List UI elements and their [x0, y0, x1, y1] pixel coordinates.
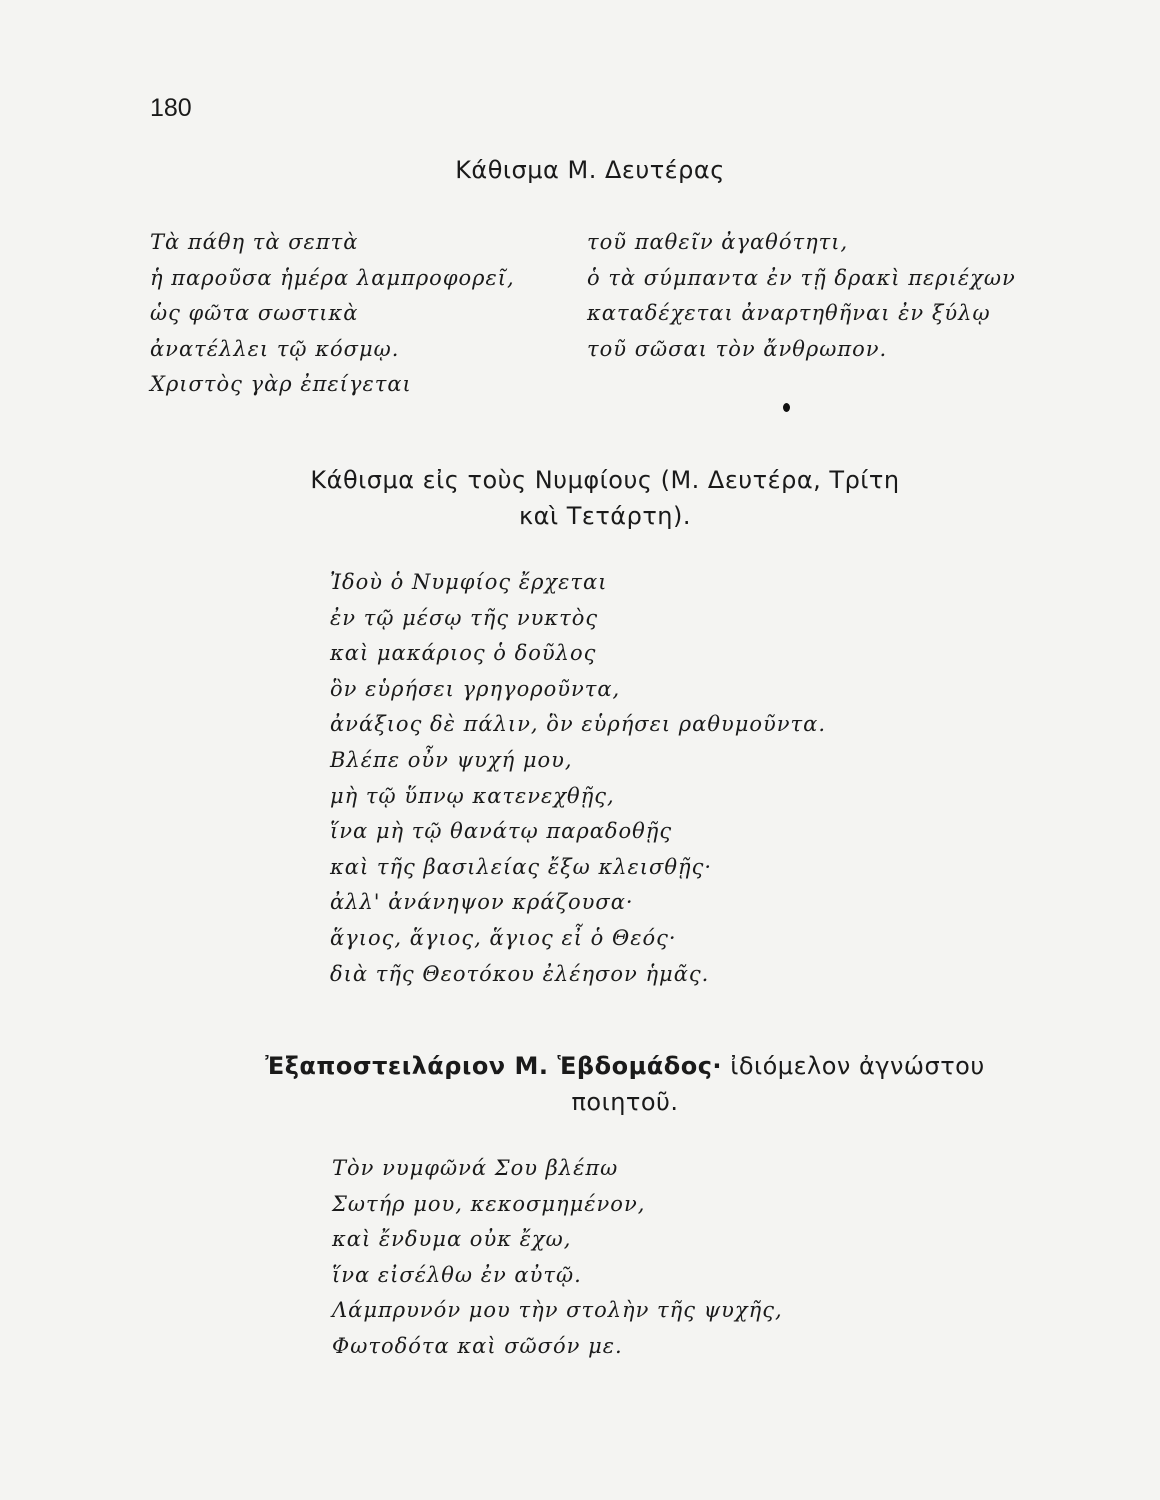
verse-line: ἡ παροῦσα ἡμέρα λαμπροφορεῖ, [150, 265, 515, 290]
verse-line: Τὸν νυμφῶνά Σου βλέπω [332, 1156, 619, 1180]
verse-line: μὴ τῷ ὕπνῳ κατενεχθῇς, [330, 783, 615, 808]
verse-line: ὃν εὑρήσει γρηγοροῦντα, [330, 676, 621, 701]
section-1-verse-left [150, 225, 515, 403]
section-divider-dot [783, 403, 790, 412]
section-3-title-line-1 [150, 1048, 1100, 1084]
section-2-title-line-1: Κάθισμα εἰς τοὺς Νυμφίους (Μ. Δευτέρα, Τρίτη [310, 466, 900, 494]
page-number: 180 [150, 94, 192, 122]
verse-line: ἀνάξιος δὲ πάλιν, ὃν εὑρήσει ραθυμοῦντα. [330, 712, 827, 737]
section-2-heading [150, 462, 1060, 534]
section-2-title-line-2: καὶ Τετάρτη). [518, 502, 691, 530]
verse-line: Βλέπε οὖν ψυχή μου, [330, 747, 573, 772]
section-3-title-bold: Ἐξαποστειλάριον Μ. Ἑβδομάδος· [265, 1052, 723, 1080]
verse-line: καὶ μακάριος ὁ δοῦλος [330, 641, 597, 666]
section-2-verse [330, 565, 826, 992]
verse-line: καὶ ἔνδυμα οὐκ ἔχω, [332, 1227, 572, 1252]
verse-line: τοῦ σῶσαι τὸν ἄνθρωπον. [587, 336, 888, 361]
verse-line: ἐν τῷ μέσῳ τῆς νυκτὸς [330, 605, 599, 630]
verse-line: καταδέχεται ἀναρτηθῆναι ἐν ξύλῳ [587, 301, 991, 326]
section-3-heading [150, 1048, 1100, 1120]
verse-line: ὁ τὰ σύμπαντα ἐν τῇ δρακὶ περιέχων [587, 265, 1016, 290]
section-3-title-rest: ἰδιόμελον ἀγνώστου [722, 1052, 985, 1080]
verse-line: καὶ τῆς βασιλείας ἔξω κλεισθῇς· [330, 854, 713, 879]
section-3-verse [332, 1151, 783, 1365]
verse-line: Σωτήρ μου, κεκοσμημένον, [332, 1191, 646, 1216]
verse-line: Χριστὸς γὰρ ἐπείγεται [150, 372, 412, 397]
verse-line: Τὰ πάθη τὰ σεπτὰ [150, 230, 359, 254]
section-3-title-line-2: ποιητοῦ. [571, 1088, 679, 1116]
verse-line: διὰ τῆς Θεοτόκου ἐλέησον ἡμᾶς. [330, 961, 710, 986]
section-1-title: Κάθισμα Μ. Δευτέρας [455, 156, 725, 184]
verse-line: ὡς φῶτα σωστικὰ [150, 301, 359, 326]
verse-line: Φωτοδότα καὶ σῶσόν με. [332, 1333, 623, 1358]
section-1-verse-right [587, 225, 1016, 367]
verse-line: τοῦ παθεῖν ἀγαθότητι, [587, 230, 849, 254]
section-1-heading [340, 152, 840, 188]
verse-line: Ἰδοὺ ὁ Νυμφίος ἔρχεται [330, 570, 608, 594]
verse-line: ἵνα εἰσέλθω ἐν αὐτῷ. [332, 1262, 582, 1287]
verse-line: ἀλλ' ἀνάνηψον κράζουσα· [330, 890, 634, 915]
verse-line: ἵνα μὴ τῷ θανάτῳ παραδοθῇς [330, 819, 673, 844]
verse-line: Λάμπρυνόν μου τὴν στολὴν τῆς ψυχῆς, [332, 1298, 783, 1323]
verse-line: ἅγιος, ἅγιος, ἅγιος εἶ ὁ Θεός· [330, 925, 677, 950]
verse-line: ἀνατέλλει τῷ κόσμῳ. [150, 336, 400, 361]
